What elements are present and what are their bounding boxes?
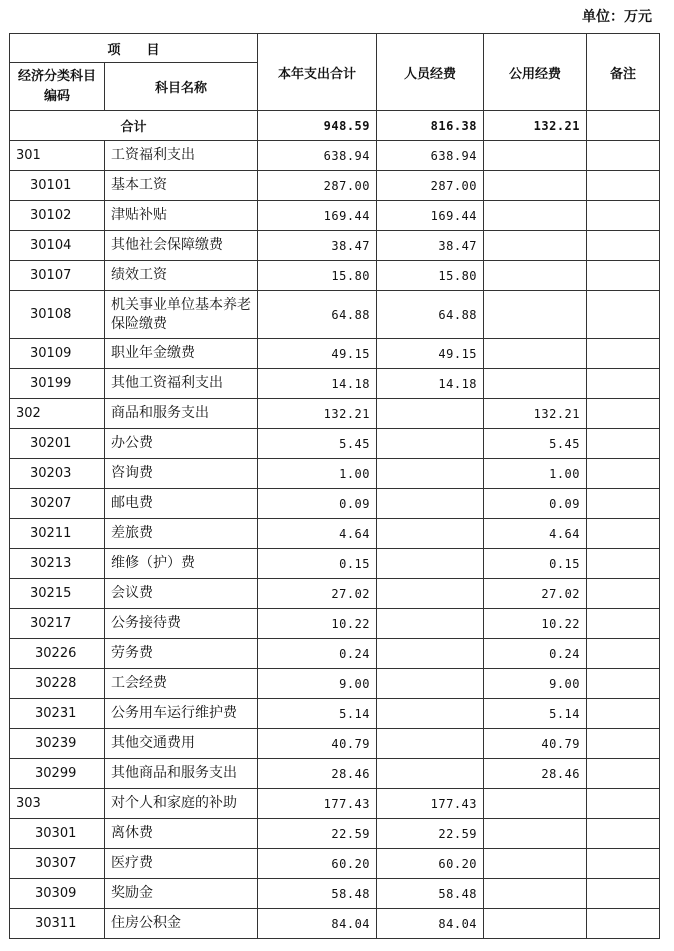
row-personnel: 49.15 (377, 339, 484, 369)
row-name: 邮电费 (105, 489, 258, 519)
row-personnel (377, 549, 484, 579)
row-name: 劳务费 (105, 639, 258, 669)
row-personnel: 22.59 (377, 819, 484, 849)
row-total: 22.59 (258, 819, 377, 849)
row-public: 5.14 (484, 699, 587, 729)
row-personnel (377, 729, 484, 759)
row-note (587, 759, 660, 789)
row-code: 30231 (10, 699, 105, 729)
header-personnel: 人员经费 (377, 34, 484, 111)
header-total: 本年支出合计 (258, 34, 377, 111)
table-row (10, 519, 660, 549)
row-code: 30309 (10, 879, 105, 909)
table-row (10, 201, 660, 231)
row-code: 30215 (10, 579, 105, 609)
row-total: 14.18 (258, 369, 377, 399)
row-total: 10.22 (258, 609, 377, 639)
row-note (587, 819, 660, 849)
row-code: 30307 (10, 849, 105, 879)
row-code: 30211 (10, 519, 105, 549)
table-row (10, 489, 660, 519)
row-note (587, 789, 660, 819)
table-row (10, 699, 660, 729)
row-total: 5.14 (258, 699, 377, 729)
row-personnel (377, 669, 484, 699)
row-name: 咨询费 (105, 459, 258, 489)
table-row (10, 459, 660, 489)
row-public: 5.45 (484, 429, 587, 459)
row-public: 4.64 (484, 519, 587, 549)
table-row (10, 291, 660, 339)
row-name: 机关事业单位基本养老保险缴费 (105, 291, 258, 339)
row-name: 职业年金缴费 (105, 339, 258, 369)
row-public: 0.24 (484, 639, 587, 669)
row-personnel (377, 519, 484, 549)
table-row (10, 171, 660, 201)
row-total: 0.24 (258, 639, 377, 669)
row-public (484, 141, 587, 171)
table-row (10, 639, 660, 669)
row-code: 30109 (10, 339, 105, 369)
row-name: 其他社会保障缴费 (105, 231, 258, 261)
row-total: 15.80 (258, 261, 377, 291)
row-note (587, 729, 660, 759)
row-total: 287.00 (258, 171, 377, 201)
row-name: 对个人和家庭的补助 (105, 789, 258, 819)
summary-label: 合计 (10, 111, 258, 141)
row-total: 49.15 (258, 339, 377, 369)
row-code: 30226 (10, 639, 105, 669)
row-personnel (377, 759, 484, 789)
summary-personnel: 816.38 (377, 111, 484, 141)
row-code: 30228 (10, 669, 105, 699)
row-public: 9.00 (484, 669, 587, 699)
row-total: 40.79 (258, 729, 377, 759)
row-note (587, 231, 660, 261)
row-note (587, 201, 660, 231)
row-name: 会议费 (105, 579, 258, 609)
summary-row (10, 111, 660, 141)
table-row (10, 339, 660, 369)
row-total: 169.44 (258, 201, 377, 231)
row-public (484, 369, 587, 399)
row-note (587, 429, 660, 459)
row-public (484, 171, 587, 201)
row-public (484, 339, 587, 369)
row-code: 30239 (10, 729, 105, 759)
row-code: 30102 (10, 201, 105, 231)
row-public: 0.15 (484, 549, 587, 579)
row-code: 301 (10, 141, 105, 171)
header-item: 项 目 (10, 34, 258, 63)
row-name: 医疗费 (105, 849, 258, 879)
row-total: 638.94 (258, 141, 377, 171)
row-total: 38.47 (258, 231, 377, 261)
row-name: 公务接待费 (105, 609, 258, 639)
row-name: 公务用车运行维护费 (105, 699, 258, 729)
row-note (587, 639, 660, 669)
row-name: 奖励金 (105, 879, 258, 909)
row-note (587, 171, 660, 201)
row-name: 绩效工资 (105, 261, 258, 291)
row-code: 30201 (10, 429, 105, 459)
header-name: 科目名称 (105, 63, 258, 111)
row-public: 28.46 (484, 759, 587, 789)
row-note (587, 459, 660, 489)
row-note (587, 699, 660, 729)
table-row (10, 609, 660, 639)
row-note (587, 399, 660, 429)
row-total: 132.21 (258, 399, 377, 429)
row-public: 1.00 (484, 459, 587, 489)
table-row (10, 231, 660, 261)
row-public (484, 261, 587, 291)
row-total: 0.09 (258, 489, 377, 519)
row-name: 工资福利支出 (105, 141, 258, 171)
row-code: 30199 (10, 369, 105, 399)
row-code: 30301 (10, 819, 105, 849)
row-public: 0.09 (484, 489, 587, 519)
row-personnel: 169.44 (377, 201, 484, 231)
summary-note (587, 111, 660, 141)
row-public (484, 291, 587, 339)
header-note: 备注 (587, 34, 660, 111)
row-code: 30107 (10, 261, 105, 291)
row-personnel: 15.80 (377, 261, 484, 291)
row-personnel (377, 459, 484, 489)
row-note (587, 489, 660, 519)
row-name: 商品和服务支出 (105, 399, 258, 429)
table-row (10, 879, 660, 909)
row-name: 差旅费 (105, 519, 258, 549)
row-code: 303 (10, 789, 105, 819)
row-total: 5.45 (258, 429, 377, 459)
table-row (10, 261, 660, 291)
row-code: 30217 (10, 609, 105, 639)
header-code: 经济分类科目编码 (10, 63, 105, 111)
row-name: 基本工资 (105, 171, 258, 201)
row-name: 住房公积金 (105, 909, 258, 939)
row-personnel (377, 639, 484, 669)
row-public: 10.22 (484, 609, 587, 639)
row-name: 维修（护）费 (105, 549, 258, 579)
row-note (587, 141, 660, 171)
row-note (587, 849, 660, 879)
row-code: 30213 (10, 549, 105, 579)
table-row (10, 729, 660, 759)
header-public: 公用经费 (484, 34, 587, 111)
row-public (484, 231, 587, 261)
row-note (587, 261, 660, 291)
row-personnel (377, 579, 484, 609)
row-public (484, 879, 587, 909)
row-public: 40.79 (484, 729, 587, 759)
row-personnel (377, 699, 484, 729)
table-row (10, 369, 660, 399)
row-note (587, 339, 660, 369)
row-personnel: 287.00 (377, 171, 484, 201)
row-total: 64.88 (258, 291, 377, 339)
row-name: 办公费 (105, 429, 258, 459)
row-total: 4.64 (258, 519, 377, 549)
row-personnel: 177.43 (377, 789, 484, 819)
row-note (587, 669, 660, 699)
row-note (587, 579, 660, 609)
row-total: 177.43 (258, 789, 377, 819)
row-note (587, 609, 660, 639)
row-personnel: 64.88 (377, 291, 484, 339)
row-name: 离休费 (105, 819, 258, 849)
summary-total: 948.59 (258, 111, 377, 141)
table-row (10, 399, 660, 429)
row-total: 9.00 (258, 669, 377, 699)
row-personnel (377, 489, 484, 519)
row-note (587, 369, 660, 399)
table-row (10, 759, 660, 789)
table-row (10, 789, 660, 819)
row-public: 132.21 (484, 399, 587, 429)
row-code: 30104 (10, 231, 105, 261)
row-code: 30299 (10, 759, 105, 789)
table-row (10, 819, 660, 849)
row-total: 27.02 (258, 579, 377, 609)
table-row (10, 579, 660, 609)
row-personnel: 84.04 (377, 909, 484, 939)
row-note (587, 291, 660, 339)
row-total: 1.00 (258, 459, 377, 489)
row-public (484, 849, 587, 879)
row-public (484, 819, 587, 849)
table-row (10, 141, 660, 171)
row-name: 其他交通费用 (105, 729, 258, 759)
row-total: 60.20 (258, 849, 377, 879)
row-personnel: 38.47 (377, 231, 484, 261)
row-code: 302 (10, 399, 105, 429)
row-note (587, 549, 660, 579)
row-public (484, 909, 587, 939)
row-personnel (377, 399, 484, 429)
row-personnel: 14.18 (377, 369, 484, 399)
row-personnel: 60.20 (377, 849, 484, 879)
row-personnel (377, 429, 484, 459)
row-total: 84.04 (258, 909, 377, 939)
row-name: 津贴补贴 (105, 201, 258, 231)
row-total: 58.48 (258, 879, 377, 909)
row-personnel (377, 609, 484, 639)
row-code: 30203 (10, 459, 105, 489)
row-code: 30101 (10, 171, 105, 201)
summary-public: 132.21 (484, 111, 587, 141)
table-row (10, 669, 660, 699)
table-row (10, 909, 660, 939)
table-row (10, 429, 660, 459)
row-note (587, 909, 660, 939)
row-public (484, 201, 587, 231)
row-public: 27.02 (484, 579, 587, 609)
row-note (587, 519, 660, 549)
row-note (587, 879, 660, 909)
row-name: 工会经费 (105, 669, 258, 699)
expenditure-table (9, 33, 660, 939)
row-name: 其他商品和服务支出 (105, 759, 258, 789)
row-personnel: 58.48 (377, 879, 484, 909)
row-code: 30108 (10, 291, 105, 339)
row-total: 28.46 (258, 759, 377, 789)
unit-label: 单位：万元 (582, 9, 652, 25)
row-public (484, 789, 587, 819)
row-personnel: 638.94 (377, 141, 484, 171)
table-row (10, 549, 660, 579)
row-code: 30311 (10, 909, 105, 939)
table-row (10, 849, 660, 879)
row-name: 其他工资福利支出 (105, 369, 258, 399)
row-code: 30207 (10, 489, 105, 519)
row-total: 0.15 (258, 549, 377, 579)
